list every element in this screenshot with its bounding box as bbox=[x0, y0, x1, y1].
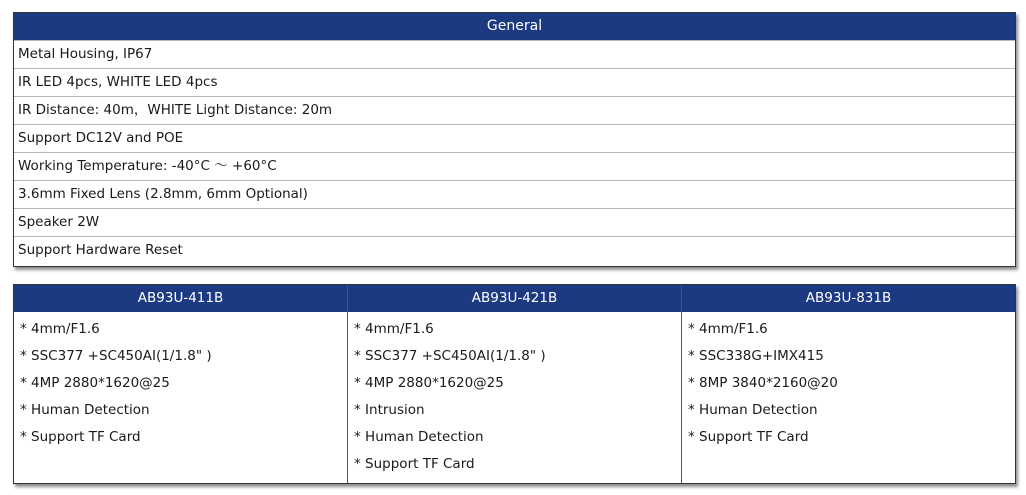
general-row: IR LED 4pcs, WHITE LED 4pcs bbox=[14, 68, 1015, 96]
model-column-411b bbox=[14, 285, 347, 483]
model-spec: * 4mm/F1.6 bbox=[20, 321, 100, 337]
model-header: AB93U-421B bbox=[348, 285, 681, 312]
model-spec: * Support TF Card bbox=[688, 429, 809, 445]
model-comparison-table bbox=[13, 284, 1016, 484]
model-header: AB93U-831B bbox=[682, 285, 1015, 312]
general-row: Metal Housing, IP67 bbox=[14, 40, 1015, 68]
model-spec: * SSC377 +SC450AI(1/1.8" ) bbox=[354, 348, 546, 364]
model-column-421b bbox=[347, 285, 681, 483]
model-header: AB93U-411B bbox=[14, 285, 347, 312]
general-spec-table bbox=[13, 12, 1016, 267]
model-spec: * 8MP 3840*2160@20 bbox=[688, 375, 838, 391]
model-column-831b bbox=[681, 285, 1015, 483]
model-spec: * Human Detection bbox=[354, 429, 484, 445]
general-row: 3.6mm Fixed Lens (2.8mm, 6mm Optional) bbox=[14, 180, 1015, 208]
general-row: Speaker 2W bbox=[14, 208, 1015, 236]
model-spec: * 4mm/F1.6 bbox=[354, 321, 434, 337]
model-spec: * SSC338G+IMX415 bbox=[688, 348, 824, 364]
model-spec: * 4MP 2880*1620@25 bbox=[20, 375, 170, 391]
model-spec: * SSC377 +SC450AI(1/1.8" ) bbox=[20, 348, 212, 364]
general-row: Working Temperature: -40°C ～ +60°C bbox=[14, 152, 1015, 180]
model-spec-list bbox=[348, 312, 681, 478]
model-spec-list bbox=[14, 312, 347, 451]
model-spec: * Intrusion bbox=[354, 402, 425, 418]
model-spec: * Human Detection bbox=[20, 402, 150, 418]
model-spec-list bbox=[682, 312, 1015, 451]
model-spec: * Support TF Card bbox=[20, 429, 141, 445]
model-spec: * 4MP 2880*1620@25 bbox=[354, 375, 504, 391]
model-spec: * 4mm/F1.6 bbox=[688, 321, 768, 337]
model-spec: * Support TF Card bbox=[354, 456, 475, 472]
general-row: IR Distance: 40m，WHITE Light Distance: 20m bbox=[14, 96, 1015, 124]
general-row: Support Hardware Reset bbox=[14, 236, 1015, 264]
general-row: Support DC12V and POE bbox=[14, 124, 1015, 152]
general-header: General bbox=[14, 13, 1015, 40]
model-spec: * Human Detection bbox=[688, 402, 818, 418]
